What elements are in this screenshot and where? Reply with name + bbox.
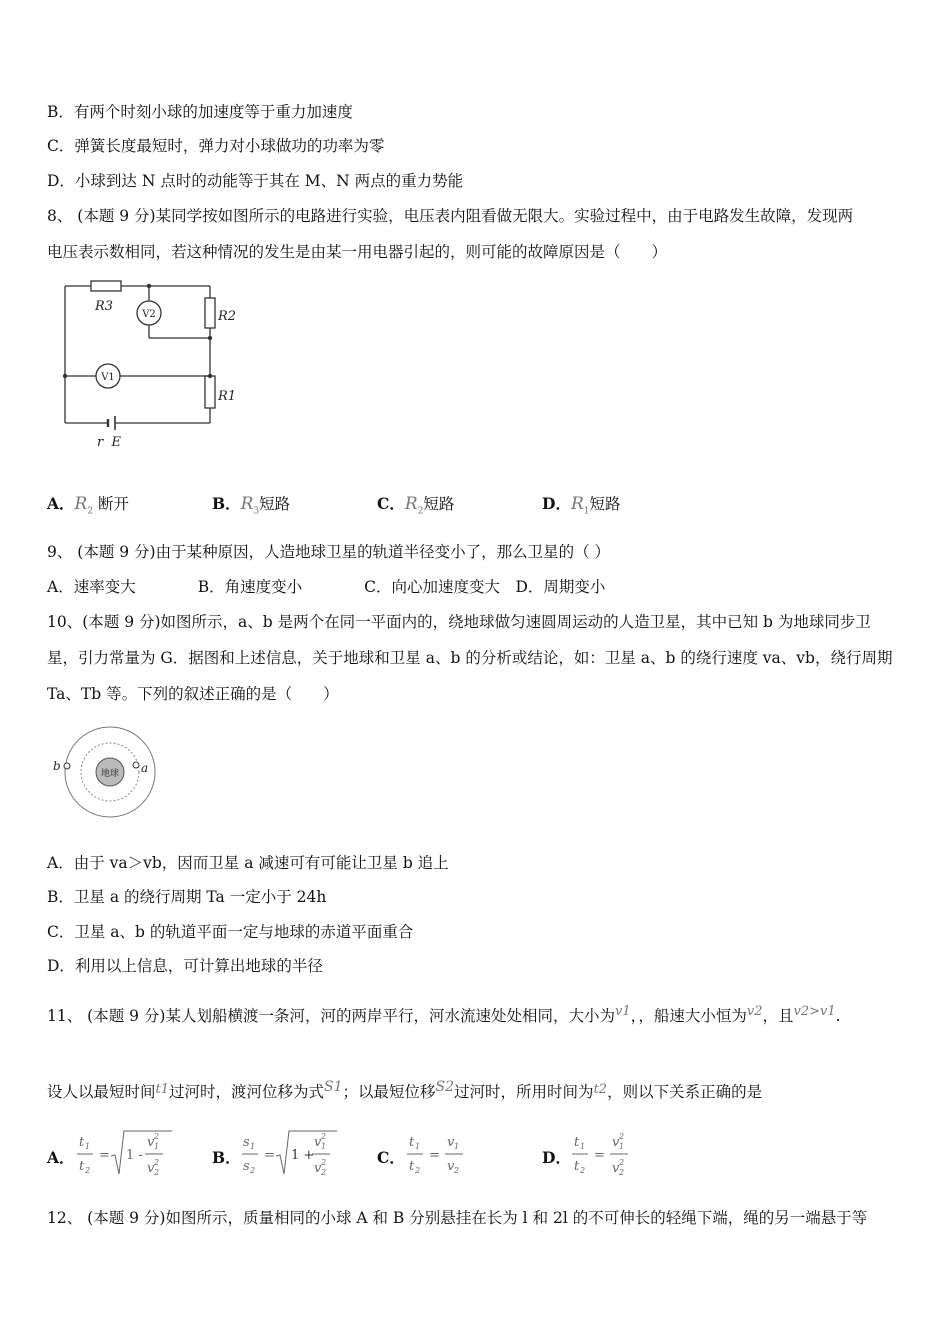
svg-text:2: 2: [415, 1166, 421, 1175]
svg-text:1: 1: [154, 1142, 160, 1151]
q10-option-d: D．利用以上信息，可计算出地球的半径: [47, 957, 323, 975]
q11-option-a-letter: A．: [47, 1148, 75, 1167]
svg-text:=: =: [99, 1148, 110, 1163]
circuit-diagram: [55, 278, 255, 453]
svg-text:t: t: [409, 1159, 415, 1174]
label-r3: R3: [95, 299, 114, 314]
svg-text:1 +: 1 +: [291, 1148, 315, 1163]
svg-text:2: 2: [154, 1158, 160, 1167]
svg-text:2: 2: [321, 1158, 327, 1167]
label-r1: R1: [218, 389, 237, 404]
svg-text:2: 2: [85, 1166, 91, 1175]
q11-option-d-formula: [570, 1128, 640, 1184]
svg-text:2: 2: [619, 1132, 625, 1141]
svg-text:1: 1: [85, 1142, 91, 1151]
q10-stem-line1: 10、(本题 9 分)如图所示，a、b 是两个在同一平面内的，绕地球做匀速圆周运动的人造卫星，其中已知 b 为地球同步卫: [47, 613, 871, 631]
resistor-r3: [91, 281, 121, 291]
q11-option-b-formula: [240, 1128, 340, 1184]
q8-option-c: C．$R_2$短路: [377, 494, 455, 517]
svg-text:1: 1: [619, 1142, 625, 1151]
q10-option-a: A．由于 va＞vb，因而卫星 a 减速可有可能让卫星 b 追上: [47, 854, 449, 872]
svg-text:v: v: [612, 1161, 620, 1176]
q7-option-b: B．有两个时刻小球的加速度等于重力加速度: [47, 103, 353, 121]
svg-text:v: v: [612, 1135, 620, 1150]
q8-option-b: B．$R_3$短路: [212, 494, 291, 517]
q11-stem-line1: 11、 (本题 9 分)某人划船横渡一条河，河的两岸平行，河水流速处处相同，大小为$^{v1}$，，船速大小恒为$^{v2}$，且$^{v2>v1}$.: [47, 1004, 841, 1025]
svg-text:v: v: [147, 1135, 155, 1150]
label-v2: V2: [142, 309, 156, 320]
q11-option-b-letter: B．: [212, 1148, 241, 1167]
svg-text:2: 2: [619, 1158, 625, 1167]
q8-option-d: D．$R_1$短路: [542, 494, 621, 517]
svg-text:1: 1: [454, 1142, 460, 1151]
svg-text:2: 2: [454, 1166, 460, 1175]
q11-option-c-formula: [405, 1128, 475, 1184]
q12-stem-line1: 12、 (本题 9 分)如图所示，质量相同的小球 A 和 B 分别悬挂在长为 l 和 2l 的不可伸长的轻绳下端，绳的另一端悬于等: [47, 1209, 868, 1227]
svg-text:v: v: [147, 1161, 155, 1176]
svg-text:1: 1: [580, 1142, 586, 1151]
svg-text:1: 1: [250, 1142, 256, 1151]
satellite-a: [133, 762, 139, 768]
q8-option-a: A．$R_2$ 断开: [47, 494, 130, 517]
q7-option-c: C．弹簧长度最短时，弹力对小球做功的功率为零: [47, 137, 385, 155]
resistor-r2: [205, 298, 215, 328]
resistor-r1: [205, 376, 215, 408]
svg-text:s: s: [243, 1135, 250, 1150]
svg-text:v: v: [314, 1135, 322, 1150]
q7-option-d: D．小球到达 N 点时的动能等于其在 M、N 两点的重力势能: [47, 172, 464, 190]
svg-text:s: s: [243, 1159, 250, 1174]
svg-text:2: 2: [321, 1168, 327, 1177]
q10-stem-line3: Ta、Tb 等。下列的叙述正确的是（ ）: [47, 685, 339, 703]
svg-text:2: 2: [619, 1168, 625, 1177]
q9-options: A．速率变大 B．角速度变小 C．向心加速度变大 D．周期变小: [47, 578, 606, 596]
svg-text:=: =: [429, 1148, 440, 1163]
svg-text:2: 2: [250, 1166, 256, 1175]
svg-text:t: t: [79, 1135, 85, 1150]
q10-option-b: B．卫星 a 的绕行周期 Ta 一定小于 24h: [47, 888, 327, 906]
q10-stem-line2: 星，引力常量为 G．据图和上述信息，关于地球和卫星 a、b 的分析或结论，如：卫星 a、b 的绕行速度 va、vb，绕行周期: [47, 649, 893, 667]
q9-stem: 9、 (本题 9 分)由于某种原因，人造地球卫星的轨道半径变小了，那么卫星的（ ）: [47, 543, 611, 561]
q11-stem-line2: 设人以最短时间$^{t1}$过河时，渡河位移为式S1；以最短位移S2过河时，所用时间为$^{t2}$，则以下关系正确的是: [47, 1079, 763, 1101]
q11-option-c-letter: C．: [377, 1148, 405, 1167]
svg-text:2: 2: [154, 1132, 160, 1141]
label-a: a: [141, 761, 149, 775]
svg-text:1: 1: [415, 1142, 421, 1151]
svg-text:t: t: [574, 1135, 580, 1150]
svg-text:=: =: [264, 1148, 275, 1163]
svg-text:1: 1: [321, 1142, 327, 1151]
svg-text:v: v: [314, 1161, 322, 1176]
label-r2: R2: [218, 309, 237, 324]
label-b: b: [53, 759, 61, 773]
svg-text:1 -: 1 -: [126, 1148, 143, 1163]
svg-text:2: 2: [321, 1132, 327, 1141]
svg-text:2: 2: [154, 1168, 160, 1177]
svg-text:t: t: [574, 1159, 580, 1174]
label-source: r E: [97, 435, 121, 450]
svg-text:t: t: [409, 1135, 415, 1150]
svg-text:v: v: [447, 1159, 455, 1174]
q8-stem-line2: 电压表示数相同，若这种情况的发生是由某一用电器引起的，则可能的故障原因是（ ）: [47, 243, 668, 261]
q11-option-a-formula: [75, 1128, 175, 1184]
q10-option-c: C．卫星 a、b 的轨道平面一定与地球的赤道平面重合: [47, 923, 414, 941]
svg-text:2: 2: [580, 1166, 586, 1175]
q11-option-d-letter: D．: [542, 1148, 571, 1167]
label-v1: V1: [101, 372, 115, 383]
svg-text:t: t: [79, 1159, 85, 1174]
svg-text:v: v: [447, 1135, 455, 1150]
svg-text:=: =: [594, 1148, 605, 1163]
satellite-b: [64, 763, 70, 769]
earth-label: 地球: [100, 769, 120, 779]
q8-stem-line1: 8、 (本题 9 分)某同学按如图所示的电路进行实验，电压表内阻看做无限大。实验过程中，由于电路发生故障，发现两: [47, 207, 854, 225]
orbit-diagram: [48, 722, 163, 822]
